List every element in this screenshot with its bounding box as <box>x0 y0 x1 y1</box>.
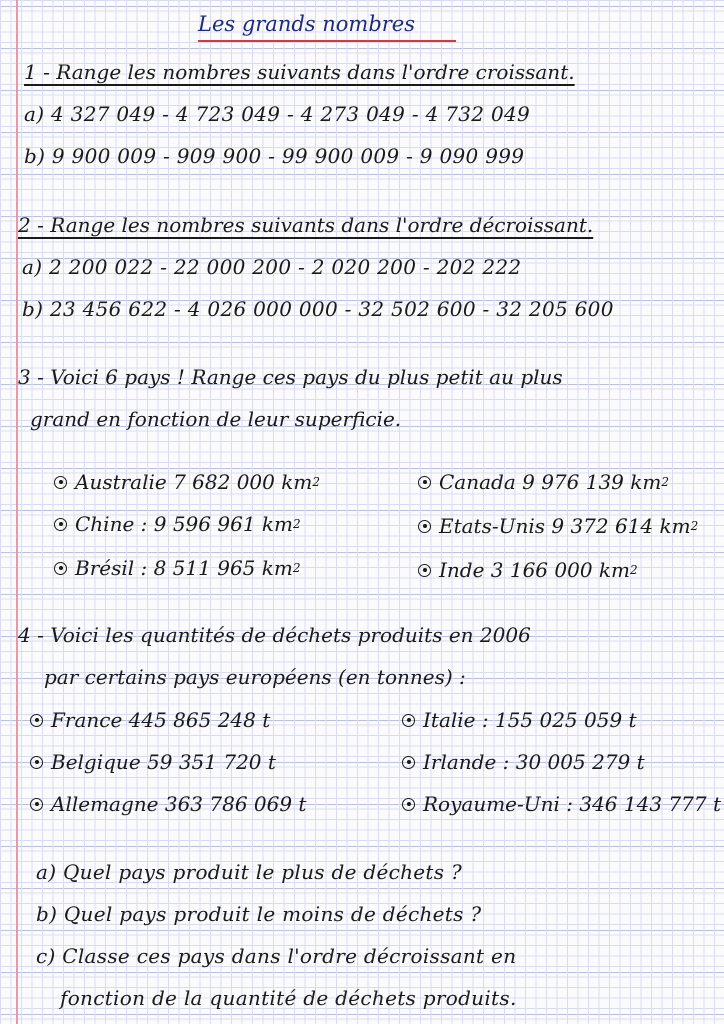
ex1-row-b: b) 9 900 009 - 909 900 - 99 900 009 - 9 090 999 <box>24 144 525 168</box>
ex4-country-italie: Italie : 155 025 059 t <box>402 708 637 732</box>
bullet-icon <box>402 798 415 811</box>
ex4-heading-line1: 4 - Voici les quantités de déchets produits en 2006 <box>18 623 531 647</box>
title-underline <box>198 40 456 42</box>
ex2-row-b: b) 23 456 622 - 4 026 000 000 - 32 502 600 - 32 205 600 <box>22 297 614 321</box>
ex4-question-b: b) Quel pays produit le moins de déchets ? <box>36 902 482 926</box>
ex3-heading-line2: grand en fonction de leur superficie. <box>30 407 402 431</box>
ex4-question-a: a) Quel pays produit le plus de déchets ? <box>36 860 463 884</box>
ex3-country-canada: Canada 9 976 139 km 2 <box>418 470 669 494</box>
ex3-country-chine: Chine : 9 596 961 km 2 <box>54 512 301 536</box>
ex4-question-c-line2: fonction de la quantité de déchets produits. <box>60 986 517 1010</box>
ex3-country-etats-unis: Etats-Unis 9 372 614 km 2 <box>418 514 698 538</box>
bullet-icon <box>30 714 43 727</box>
ex3-country-inde: Inde 3 166 000 km 2 <box>418 558 638 582</box>
ex2-row-a: a) 2 200 022 - 22 000 200 - 2 020 200 - 202 222 <box>22 255 522 279</box>
page-title: Les grands nombres <box>198 12 416 36</box>
ex3-country-australie: Australie 7 682 000 km 2 <box>54 470 320 494</box>
ex1-heading: 1 - Range les nombres suivants dans l'ordre croissant. <box>24 60 575 84</box>
bullet-icon <box>418 476 431 489</box>
ex2-heading: 2 - Range les nombres suivants dans l'ordre décroissant. <box>18 213 594 237</box>
bullet-icon <box>30 798 43 811</box>
ex3-country-bresil: Brésil : 8 511 965 km 2 <box>54 556 300 580</box>
ex4-heading-line2: par certains pays européens (en tonnes) : <box>44 665 466 689</box>
bullet-icon <box>418 564 431 577</box>
bullet-icon <box>54 518 67 531</box>
bullet-icon <box>30 756 43 769</box>
bullet-icon <box>402 756 415 769</box>
ex4-country-royaume-uni: Royaume-Uni : 346 143 777 t <box>402 792 721 816</box>
ex4-country-france: France 445 865 248 t <box>30 708 270 732</box>
ex1-row-a: a) 4 327 049 - 4 723 049 - 4 273 049 - 4 732 049 <box>24 102 531 126</box>
ex4-country-belgique: Belgique 59 351 720 t <box>30 750 276 774</box>
bullet-icon <box>54 476 67 489</box>
bullet-icon <box>418 520 431 533</box>
bullet-icon <box>54 562 67 575</box>
ex4-country-irlande: Irlande : 30 005 279 t <box>402 750 645 774</box>
ex4-question-c-line1: c) Classe ces pays dans l'ordre décroissant en <box>36 944 517 968</box>
margin-line <box>16 0 18 1024</box>
ex3-heading-line1: 3 - Voici 6 pays ! Range ces pays du plus petit au plus <box>18 365 563 389</box>
ex4-country-allemagne: Allemagne 363 786 069 t <box>30 792 306 816</box>
bullet-icon <box>402 714 415 727</box>
